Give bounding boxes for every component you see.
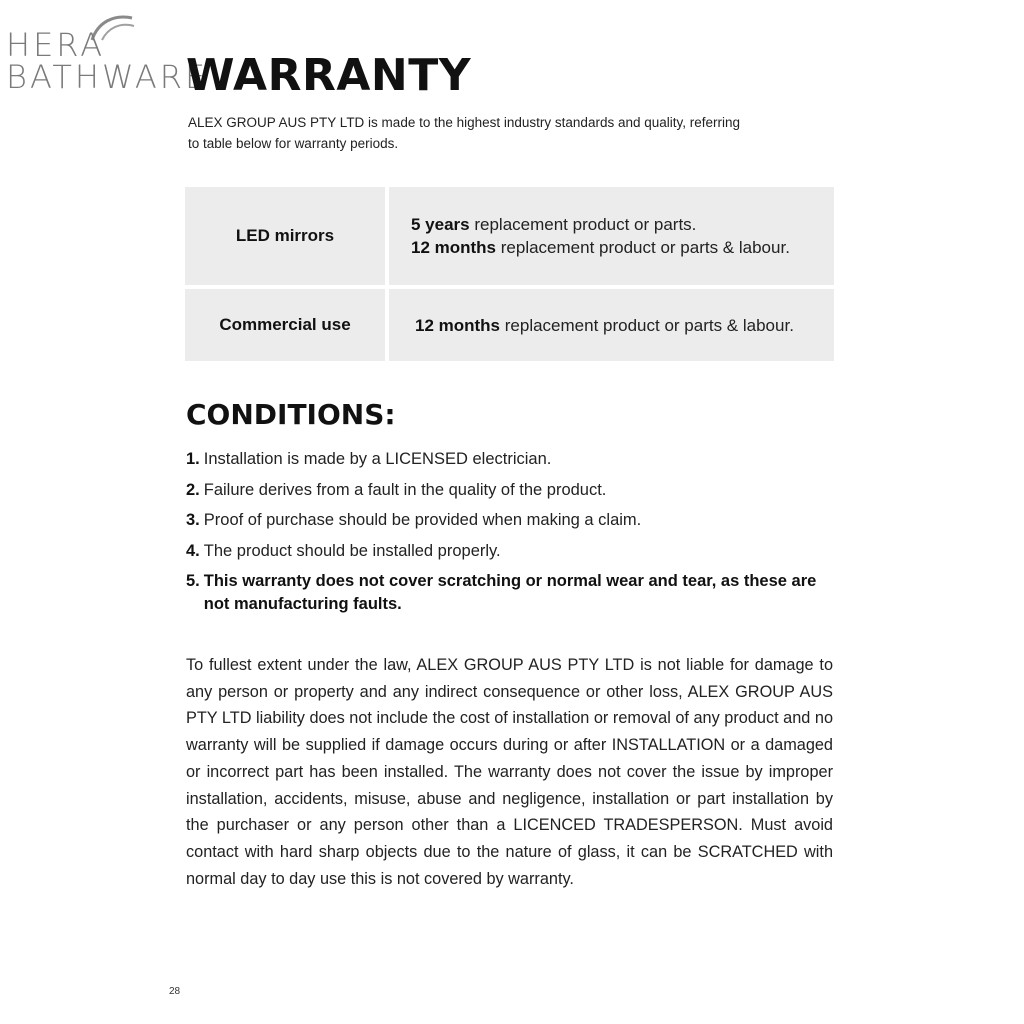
warranty-coverage: replacement product or parts & labour. <box>496 238 790 257</box>
condition-text: This warranty does not cover scratching or normal wear and tear, as these are not manufacturing faults. <box>203 572 817 613</box>
page-title: WARRANTY <box>186 50 472 101</box>
conditions-list <box>186 448 826 624</box>
conditions-heading: CONDITIONS: <box>186 398 396 431</box>
condition-item <box>186 479 826 502</box>
condition-item <box>186 448 826 471</box>
warranty-category: Commercial use <box>185 289 385 361</box>
warranty-periods <box>389 289 834 361</box>
condition-text: The product should be installed properly. <box>203 541 501 560</box>
warranty-periods <box>389 187 834 285</box>
condition-item <box>186 509 826 532</box>
condition-item <box>186 570 826 616</box>
warranty-category: LED mirrors <box>185 187 385 285</box>
logo-text-line1: HERA <box>6 26 106 64</box>
warranty-period-line <box>415 314 794 337</box>
condition-number: 3. <box>186 511 200 529</box>
warranty-period: 12 months <box>415 315 501 335</box>
condition-number: 2. <box>186 480 200 499</box>
condition-text: Installation is made by a LICENSED electrician. <box>203 450 552 468</box>
warranty-table <box>185 187 834 365</box>
logo-text-line2: BATHWARE <box>6 58 209 96</box>
warranty-coverage: replacement product or parts. <box>469 215 697 234</box>
condition-number: 4. <box>186 541 200 560</box>
warranty-period-line <box>411 213 790 236</box>
warranty-period-line <box>411 236 790 259</box>
condition-text: Proof of purchase should be provided when making a claim. <box>203 511 642 529</box>
liability-disclaimer: To fullest extent under the law, ALEX GROUP AUS PTY LTD is not liable for damage to any person or property and any indirect consequence or other loss, ALEX GROUP AUS PTY LTD liability does not include the cost of installation or removal of any product and no warranty will be supplied if damage occurs during or after INSTALLATION or a damaged or incorrect part has been installed. The warranty does not cover the issue by improper installation, accidents, misuse, abuse and negligence, installation or part installation by the purchaser or any person other than a LICENCED TRADESPERSON. Must avoid contact with hard sharp objects due to the nature of glass, it can be SCRATCHED with normal day to day use this is not covered by warranty. <box>186 656 833 888</box>
warranty-row <box>185 289 834 361</box>
page-number: 28 <box>169 986 181 997</box>
warranty-period: 5 years <box>411 215 470 234</box>
condition-number: 5. <box>186 572 200 590</box>
warranty-coverage: replacement product or parts & labour. <box>500 315 794 335</box>
warranty-period: 12 months <box>411 238 497 257</box>
condition-number: 1. <box>186 450 200 468</box>
condition-item <box>186 540 826 563</box>
condition-text: Failure derives from a fault in the quality of the product. <box>203 480 607 499</box>
intro-text: ALEX GROUP AUS PTY LTD is made to the highest industry standards and quality, referring to table below for warranty periods. <box>188 115 741 151</box>
warranty-row <box>185 187 834 285</box>
